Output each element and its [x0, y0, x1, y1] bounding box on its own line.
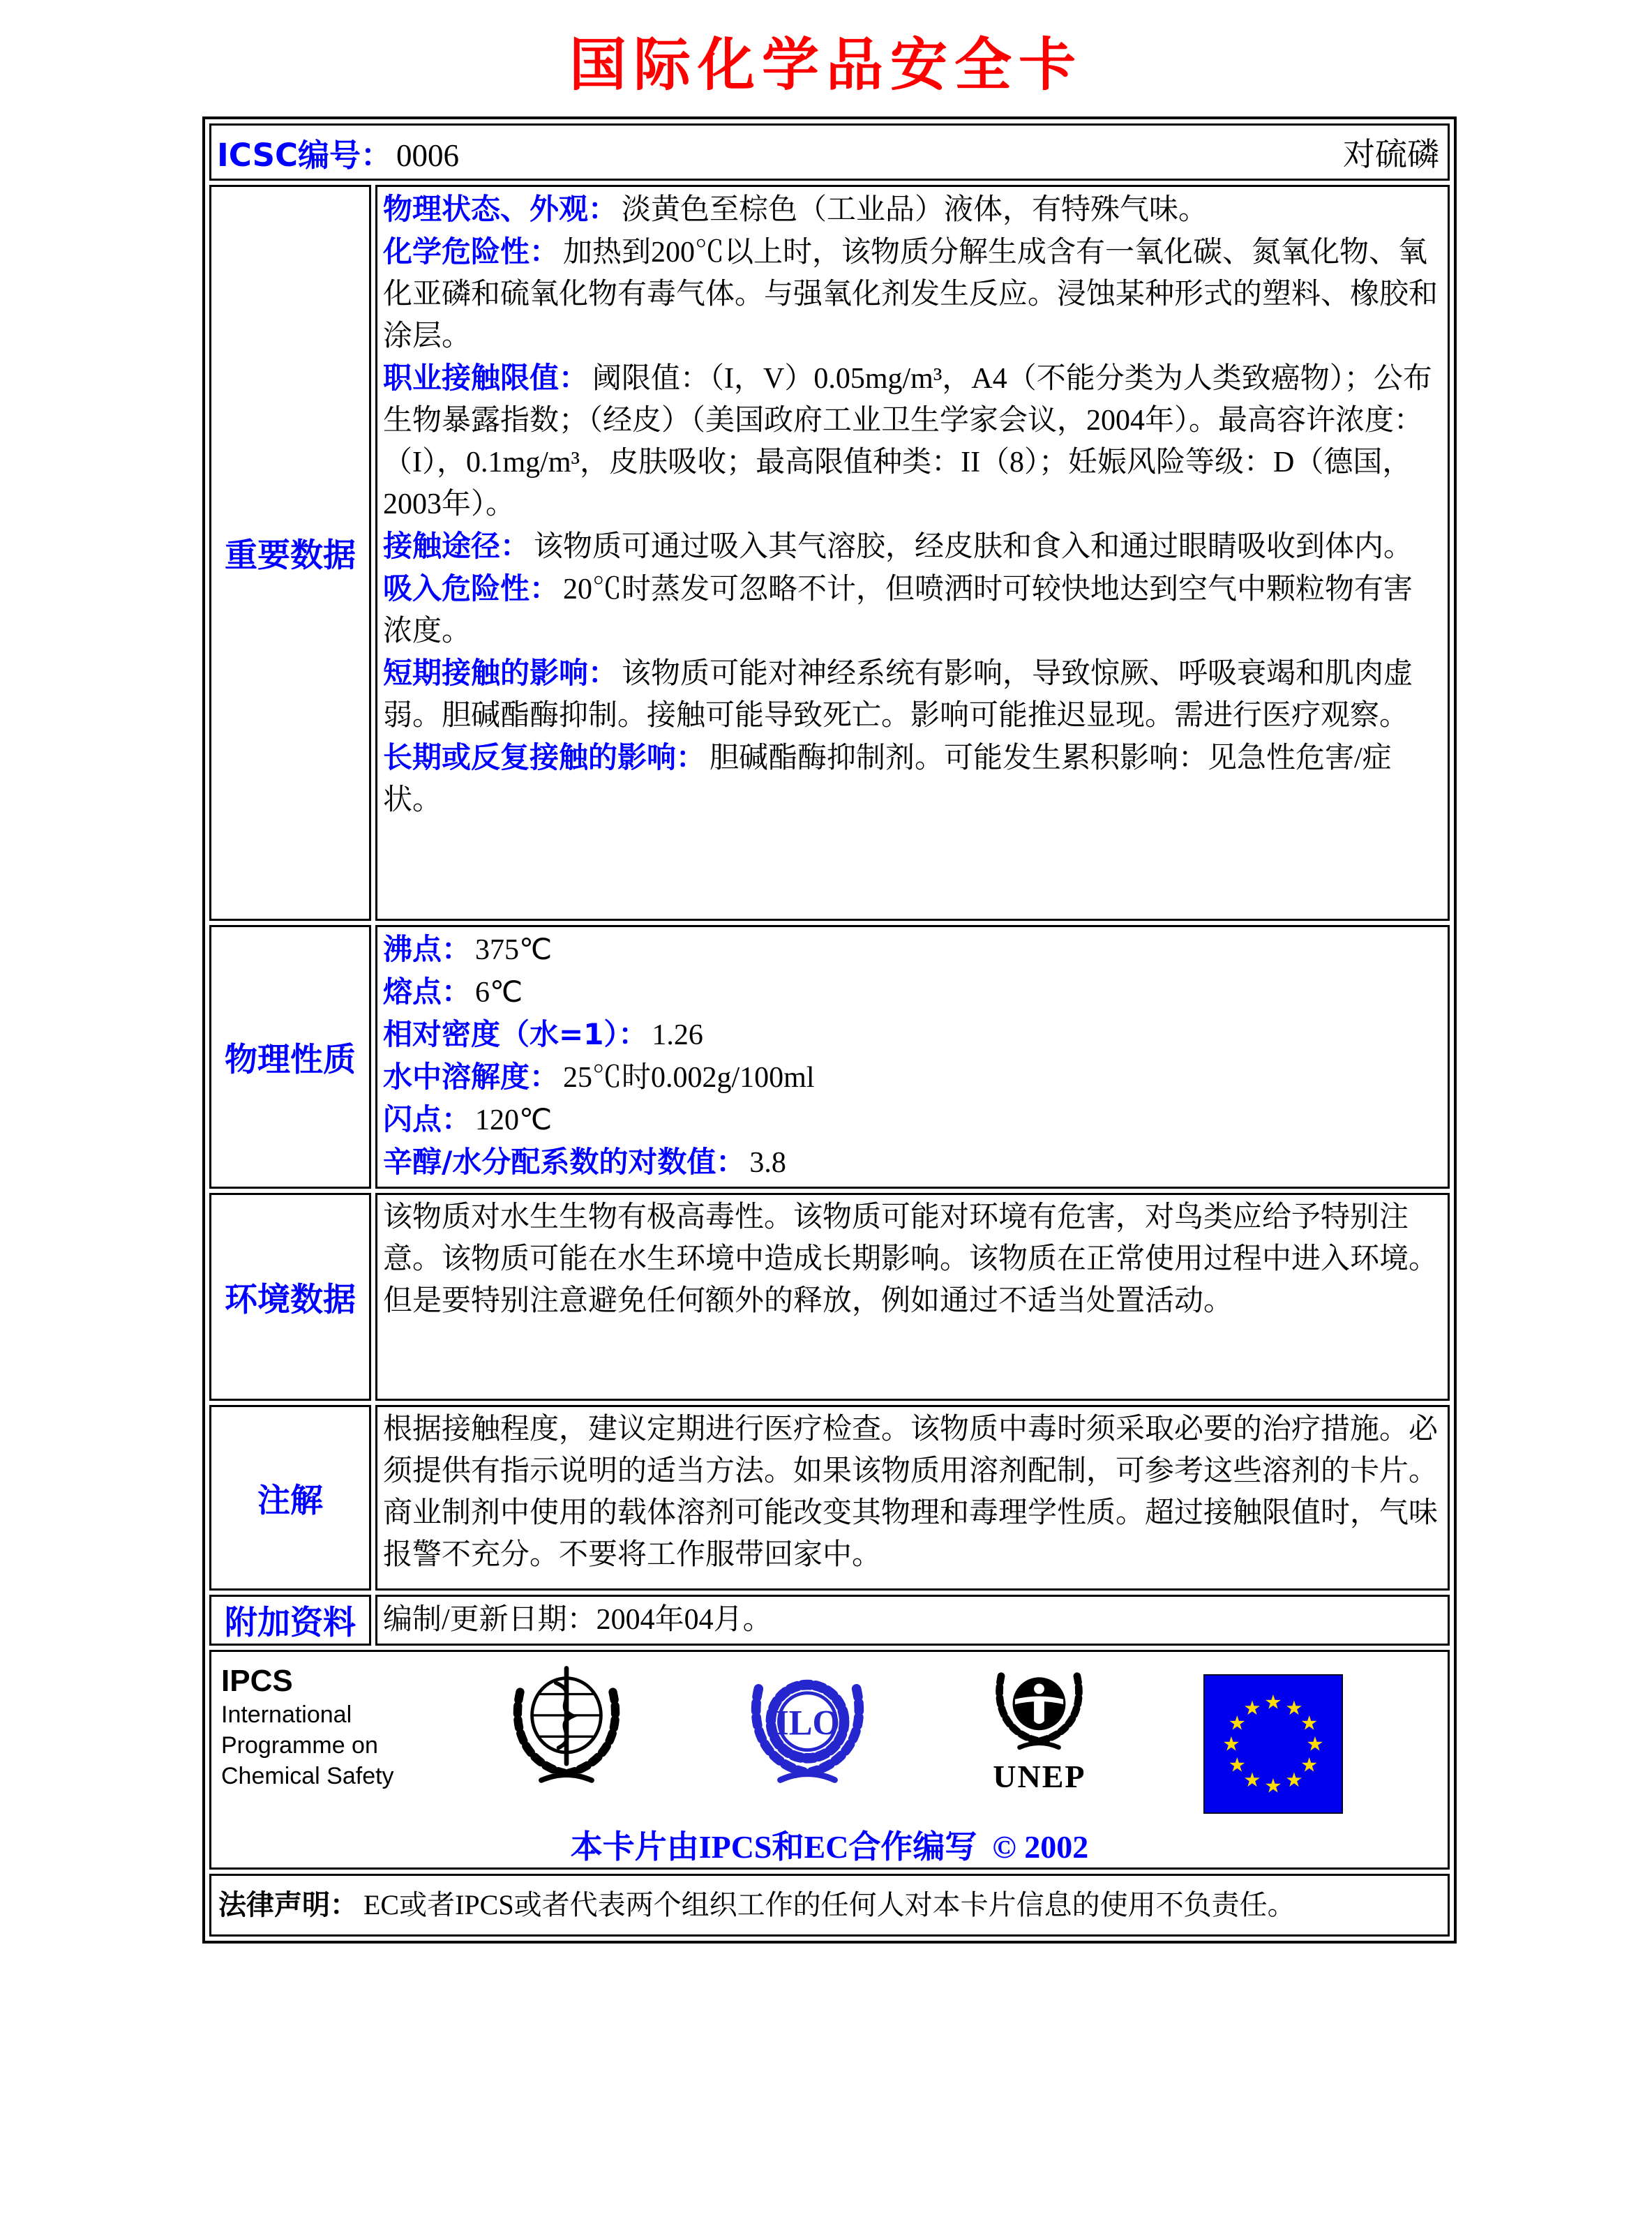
icsc-card-table — [202, 116, 1457, 1944]
legal-label: 法律声明： — [218, 1889, 358, 1921]
item-label: 吸入危险性： — [383, 571, 560, 606]
eu-star: ★ — [1243, 1696, 1261, 1720]
item-label: 辛醇/水分配系数的对数值： — [383, 1145, 746, 1179]
ipcs-line3: Chemical Safety — [221, 1763, 394, 1789]
item-label: 熔点： — [383, 975, 472, 1009]
important-data-item — [383, 652, 1441, 737]
important-data-item — [383, 737, 1441, 821]
legal-cell — [209, 1874, 1450, 1937]
physical-properties-list — [383, 929, 1441, 1184]
environmental-data-section-label: 环境数据 — [209, 1193, 371, 1401]
eu-flag-wrap — [1203, 1674, 1343, 1817]
eu-star: ★ — [1264, 1774, 1282, 1798]
additional-info-section-label: 附加资料 — [209, 1595, 371, 1646]
physical-properties-row — [209, 925, 1450, 1189]
eu-star: ★ — [1228, 1711, 1247, 1735]
item-text: 该物质可通过吸入其气溶胶，经皮肤和食入和通过眼睛吸收到体内。 — [534, 531, 1413, 563]
unep-logo-block — [982, 1659, 1097, 1794]
eu-star: ★ — [1243, 1768, 1261, 1792]
page-title: 国际化学品安全卡 — [569, 31, 1083, 98]
legal-row — [209, 1874, 1450, 1937]
important-data-row — [209, 185, 1450, 921]
item-label: 相对密度（水=1）： — [383, 1017, 648, 1051]
ipcs-line2: Programme on — [221, 1732, 378, 1759]
item-text: 1.26 — [652, 1019, 703, 1051]
eu-star: ★ — [1285, 1696, 1303, 1720]
eu-star: ★ — [1306, 1732, 1324, 1756]
item-text: 淡黄色至棕色（工业品）液体，有特殊气味。 — [622, 194, 1208, 226]
icsc-number-group — [217, 130, 459, 175]
additional-info-text: 编制/更新日期：2004年04月。 — [383, 1603, 772, 1636]
physical-property-item — [383, 929, 1441, 971]
physical-properties-cell — [375, 925, 1450, 1189]
item-text: 阈限值：（I，V）0.05mg/m³，A4（不能分类为人类致癌物）；公布生物暴露指数；（经皮）（美国政府工业卫生学家会议，2004年）。最高容许浓度：（I），0.1mg/m³，皮肤吸收；最高限值种类：II（8）；妊娠风险等级：D（德国，2003年）。 — [383, 363, 1432, 520]
item-text: 3.8 — [749, 1147, 786, 1179]
notes-cell — [375, 1405, 1450, 1591]
item-label: 化学危险性： — [383, 234, 560, 269]
logos-cell — [209, 1650, 1450, 1870]
item-text: 25℃时0.002g/100ml — [563, 1062, 815, 1094]
important-data-item — [383, 525, 1441, 568]
important-data-item — [383, 231, 1441, 357]
caption-text: 本卡片由IPCS和EC合作编写 — [570, 1829, 977, 1865]
ipcs-acronym: IPCS — [221, 1664, 293, 1698]
legal-text: EC或者IPCS或者代表两个组织工作的任何人对本卡片信息的使用不负责任。 — [363, 1889, 1296, 1920]
item-text: 120℃ — [475, 1104, 553, 1136]
important-data-list — [383, 188, 1441, 821]
physical-property-item — [383, 971, 1441, 1014]
ipcs-text-block — [221, 1659, 394, 1791]
icsc-number-value: 0006 — [396, 137, 460, 173]
icsc-number-label: ICSC编号： — [217, 136, 393, 174]
item-text: 375℃ — [475, 934, 553, 966]
important-data-item — [383, 568, 1441, 652]
physical-property-item — [383, 1056, 1441, 1099]
who-icon — [500, 1659, 633, 1795]
environmental-data-cell — [375, 1193, 1450, 1401]
header-row — [209, 123, 1450, 181]
environmental-data-text: 该物质对水生生物有极高毒性。该物质可能对环境有危害，对鸟类应给予特别注意。该物质可能在水生环境中造成长期影响。该物质在正常使用过程中进入环境。但是要特别注意避免任何额外的释放，例如通过不适当处置活动。 — [383, 1201, 1439, 1317]
unep-icon — [982, 1659, 1097, 1764]
eu-star: ★ — [1285, 1768, 1303, 1792]
notes-row — [209, 1405, 1450, 1591]
copyright-text: © 2002 — [992, 1829, 1089, 1865]
additional-info-cell — [375, 1595, 1450, 1646]
header-cell — [209, 123, 1450, 181]
item-label: 闪点： — [383, 1102, 472, 1136]
eu-star: ★ — [1228, 1753, 1247, 1777]
important-data-item — [383, 188, 1441, 231]
item-text: 加热到200℃以上时，该物质分解生成含有一氧化碳、氮氧化物、氧化亚磷和硫氧化物有毒气体。与强氧化剂发生反应。浸蚀某种形式的塑料、橡胶和涂层。 — [383, 236, 1439, 352]
item-label: 短期接触的影响： — [383, 656, 618, 690]
item-label: 物理状态、外观： — [383, 192, 618, 226]
ilo-icon — [739, 1659, 876, 1795]
item-text: 胆碱酯酶抑制剂。可能发生累积影响：见急性危害/症状。 — [383, 742, 1392, 816]
item-label: 长期或反复接触的影响： — [383, 740, 706, 774]
item-label: 沸点： — [383, 932, 472, 966]
eu-star: ★ — [1300, 1711, 1319, 1735]
item-label: 水中溶解度： — [383, 1060, 560, 1094]
ipcs-line1: International — [221, 1701, 352, 1728]
additional-info-row — [209, 1595, 1450, 1646]
eu-star: ★ — [1300, 1753, 1319, 1777]
ilo-letters: ILO — [774, 1703, 840, 1743]
logos-row — [209, 1650, 1450, 1870]
physical-property-item — [383, 1099, 1441, 1141]
footer-caption — [211, 1821, 1448, 1867]
eu-flag-icon — [1203, 1674, 1343, 1814]
important-data-cell — [375, 185, 1450, 921]
notes-text: 根据接触程度，建议定期进行医疗检查。该物质中毒时须采取必要的治疗措施。必须提供有指示说明的适当方法。如果该物质用溶剂配制，可参考这些溶剂的卡片。商业制剂中使用的载体溶剂可能改变其物理和毒理学性质。超过接触限值时，气味报警不充分。不要将工作服带回家中。 — [383, 1413, 1439, 1571]
environmental-data-row — [209, 1193, 1450, 1401]
item-text: 20℃时蒸发可忽略不计，但喷洒时可较快地达到空气中颗粒物有害浓度。 — [383, 573, 1413, 647]
important-data-item — [383, 357, 1441, 525]
item-text: 6℃ — [475, 977, 523, 1009]
physical-property-item — [383, 1141, 1441, 1184]
unep-label: UNEP — [993, 1759, 1086, 1794]
item-label: 职业接触限值： — [383, 361, 589, 395]
item-label: 接触途径： — [383, 529, 530, 563]
physical-property-item — [383, 1014, 1441, 1056]
notes-section-label: 注解 — [209, 1405, 371, 1591]
eu-star: ★ — [1222, 1732, 1240, 1756]
important-data-section-label: 重要数据 — [209, 185, 371, 921]
item-text: 该物质可能对神经系统有影响，导致惊厥、呼吸衰竭和肌肉虚弱。胆碱酯酶抑制。接触可能导致死亡。影响可能推迟显现。需进行医疗观察。 — [383, 658, 1413, 732]
physical-properties-section-label: 物理性质 — [209, 925, 371, 1189]
eu-star: ★ — [1264, 1690, 1282, 1714]
chemical-name: 对硫磷 — [1343, 137, 1439, 172]
